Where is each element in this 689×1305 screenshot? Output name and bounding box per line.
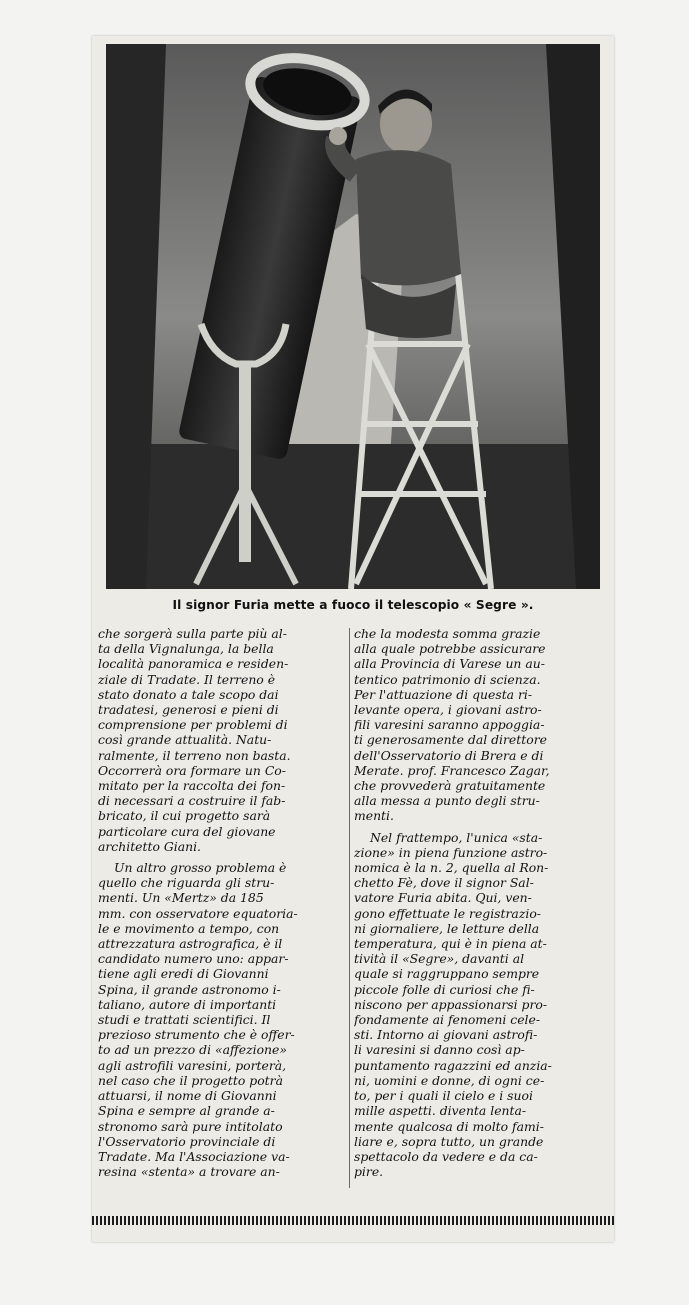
text-line: liare e, sopra tutto, un grande xyxy=(354,1133,544,1149)
text-line: che la modesta somma grazie xyxy=(354,626,541,641)
text-line: menti. Un «Mertz» da 185 xyxy=(98,890,264,906)
text-line: mille aspetti. diventa lenta- xyxy=(354,1103,527,1119)
text-line: architetto Giani. xyxy=(98,838,201,854)
text-line: attuarsi, il nome di Giovanni xyxy=(98,1088,277,1104)
text-line: spettacolo da vedere e da ca- xyxy=(354,1148,538,1164)
text-line: Merate. prof. Francesco Zagar, xyxy=(354,762,550,778)
text-line: comprensione per problemi di xyxy=(98,717,288,733)
text-line: Occorrerà ora formare un Co- xyxy=(98,762,286,778)
text-line: le e movimento a tempo, con xyxy=(98,920,280,936)
text-line: sti. Intorno ai giovani astrofi- xyxy=(354,1027,538,1043)
text-line: alla Provincia di Varese un au- xyxy=(354,656,545,672)
text-line: pire. xyxy=(354,1164,384,1180)
text-line: gono effettuate le registrazio- xyxy=(354,905,541,921)
text-line: di necessari a costruire il fab- xyxy=(98,793,286,809)
text-line: ziale di Tradate. Il terreno è xyxy=(98,671,276,687)
text-line: to, per i quali il cielo e i suoi xyxy=(354,1088,533,1104)
text-line: temperatura, qui è in piena at- xyxy=(354,936,547,952)
text-line: candidato numero uno: appar- xyxy=(98,951,289,967)
text-line: mitato per la raccolta dei fon- xyxy=(98,778,286,794)
text-line: quale si raggruppano sempre xyxy=(354,966,540,982)
text-line: ralmente, il terreno non basta. xyxy=(98,747,291,763)
text-line: stato donato a tale scopo dai xyxy=(98,686,279,702)
text-line: ta della Vignalunga, la bella xyxy=(98,641,274,657)
text-line: resina «stenta» a trovare an- xyxy=(98,1164,280,1180)
text-line: tiene agli eredi di Giovanni xyxy=(98,966,269,982)
text-line: menti. xyxy=(354,808,394,824)
text-line: ni giornaliere, le letture della xyxy=(354,920,540,936)
text-line: Nel frattempo, l'unica «sta- xyxy=(370,829,543,845)
text-line: particolare cura del giovane xyxy=(98,823,276,839)
text-line: agli astrofili varesini, porterà, xyxy=(98,1057,287,1073)
text-line: piccole folle di curiosi che fi- xyxy=(354,981,535,997)
text-line: zione» in piena funzione astro- xyxy=(354,844,548,860)
text-line: quello che riguarda gli stru- xyxy=(98,875,275,891)
newspaper-clipping xyxy=(92,36,614,1242)
text-line: Spina, il grande astronomo i- xyxy=(98,981,281,997)
text-line: così grande attualità. Natu- xyxy=(98,732,272,748)
text-line: puntamento ragazzini ed anzia- xyxy=(354,1057,552,1073)
bottom-dotted-rule xyxy=(92,1216,614,1225)
text-line: studi e trattati scientifici. Il xyxy=(98,1012,271,1028)
text-line: Spina e sempre al grande a- xyxy=(98,1103,275,1119)
text-line: bricato, il cui progetto sarà xyxy=(98,808,271,824)
text-line: vatore Furia abita. Qui, ven- xyxy=(354,890,532,906)
text-line: che sorgerà sulla parte più al- xyxy=(98,626,287,641)
text-line: tradatesi, generosi e pieni di xyxy=(98,702,279,718)
text-line: ni, uomini e donne, di ogni ce- xyxy=(354,1072,545,1088)
text-line: Un altro grosso problema è xyxy=(114,860,287,876)
photo-caption: Il signor Furia mette a fuoco il telescopio « Segre ». xyxy=(172,598,534,612)
text-line: che provvederà gratuitamente xyxy=(354,778,546,794)
text-line: Per l'attuazione di questa ri- xyxy=(354,686,533,702)
text-line: taliano, autore di importanti xyxy=(98,996,277,1012)
text-line: attrezzatura astrografica, è il xyxy=(98,936,283,952)
text-line: nel caso che il progetto potrà xyxy=(98,1072,283,1088)
article-column-right xyxy=(354,626,606,1179)
text-line: li varesini si danno così ap- xyxy=(354,1042,525,1058)
text-line: fili varesini saranno appoggia- xyxy=(354,717,545,733)
telescope-photo xyxy=(106,44,600,589)
text-line: alla quale potrebbe assicurare xyxy=(354,641,546,657)
text-line: fondamente ai fenomeni cele- xyxy=(354,1012,541,1028)
text-line: levante opera, i giovani astro- xyxy=(354,702,542,718)
text-line: prezioso strumento che è offer- xyxy=(98,1027,295,1043)
text-line: tività il «Segre», davanti al xyxy=(354,951,525,967)
text-line: alla messa a punto degli stru- xyxy=(354,793,540,809)
text-line: ti generosamente dal direttore xyxy=(354,732,547,748)
text-line: l'Osservatorio provinciale di xyxy=(98,1133,276,1149)
text-line: mm. con osservatore equatoria- xyxy=(98,905,298,921)
column-divider xyxy=(349,628,350,1188)
text-line: nomica è la n. 2, quella al Ron- xyxy=(354,860,549,876)
text-line: to ad un prezzo di «affezione» xyxy=(98,1042,287,1058)
text-line: chetto Fè, dove il signor Sal- xyxy=(354,875,534,891)
text-line: località panoramica e residen- xyxy=(98,656,289,672)
text-line: tentico patrimonio di scienza. xyxy=(354,671,541,687)
photo-illustration xyxy=(106,44,600,589)
text-line: dell'Osservatorio di Brera e di xyxy=(354,747,544,763)
text-line: mente qualcosa di molto fami- xyxy=(354,1118,544,1134)
article-column-left xyxy=(98,626,346,1179)
text-line: Tradate. Ma l'Associazione va- xyxy=(98,1148,290,1164)
text-line: stronomo sarà pure intitolato xyxy=(98,1118,283,1134)
text-line: niscono per appassionarsi pro- xyxy=(354,996,548,1012)
